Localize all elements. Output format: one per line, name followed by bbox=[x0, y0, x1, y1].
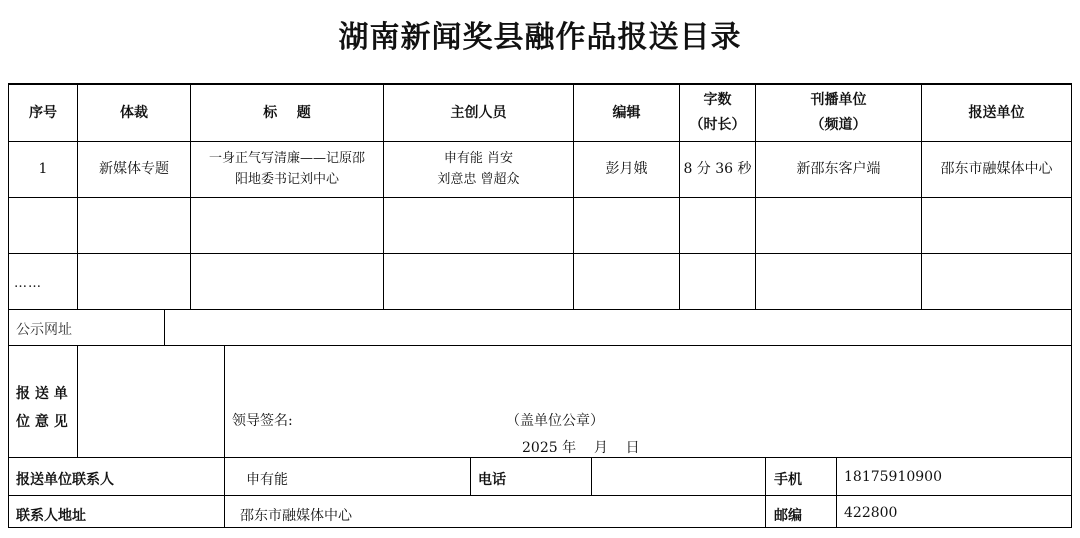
cell-editor: 彭月娥 bbox=[605, 161, 648, 178]
header-creators: 主创人员 bbox=[450, 104, 507, 121]
header-submitter: 报送单位 bbox=[968, 104, 1025, 121]
date-line: 2025 年 月 日 bbox=[522, 440, 640, 456]
document-title: 湖南新闻奖县融作品报送目录 bbox=[338, 20, 742, 55]
cell-seq: 1 bbox=[38, 161, 48, 178]
opinion-label bbox=[16, 380, 68, 436]
header-publisher: 刊播单位 bbox=[810, 91, 867, 108]
phone-label: 电话 bbox=[478, 472, 506, 488]
header-genre: 体裁 bbox=[120, 104, 148, 121]
mobile-label: 手机 bbox=[774, 472, 802, 488]
postcode-label: 邮编 bbox=[774, 508, 802, 524]
mobile-value: 18175910900 bbox=[844, 469, 942, 485]
header-duration: （时长） bbox=[689, 117, 746, 133]
header-channel: （频道） bbox=[810, 117, 867, 133]
cell-title-line1: 一身正气写清廉——记原邵 bbox=[208, 150, 365, 166]
opinion-label-line2: 位 意 见 bbox=[16, 414, 68, 430]
header-editor: 编辑 bbox=[612, 104, 641, 121]
cell-creators-line1: 申有能 肖安 bbox=[443, 150, 514, 166]
cell-title bbox=[191, 142, 383, 197]
ellipsis-text: …… bbox=[14, 276, 42, 291]
leader-signature-label: 领导签名: bbox=[232, 413, 293, 429]
header-words: 字数 bbox=[703, 91, 732, 108]
header-words-duration bbox=[680, 85, 755, 141]
contact-name: 申有能 bbox=[246, 472, 288, 488]
address-value: 邵东市融媒体中心 bbox=[240, 508, 352, 524]
cell-genre: 新媒体专题 bbox=[99, 161, 169, 178]
contact-label: 报送单位联系人 bbox=[16, 472, 114, 488]
cell-creators bbox=[384, 142, 573, 197]
cell-title-line2: 阳地委书记刘中心 bbox=[234, 171, 339, 187]
seal-note: （盖单位公章） bbox=[506, 413, 604, 429]
header-title: 标 题 bbox=[263, 104, 311, 121]
cell-submitter: 邵东市融媒体中心 bbox=[940, 161, 1053, 178]
cell-creators-line2: 刘意忠 曾超众 bbox=[437, 171, 520, 187]
opinion-label-line1: 报 送 单 bbox=[16, 386, 68, 402]
public-url-label: 公示网址 bbox=[16, 322, 72, 338]
header-publisher-channel bbox=[756, 85, 921, 141]
cell-duration: 8 分 36 秒 bbox=[683, 161, 752, 178]
header-seq: 序号 bbox=[29, 104, 57, 121]
address-label: 联系人地址 bbox=[16, 508, 86, 524]
cell-publisher: 新邵东客户端 bbox=[796, 161, 881, 178]
postcode-value: 422800 bbox=[844, 505, 898, 521]
